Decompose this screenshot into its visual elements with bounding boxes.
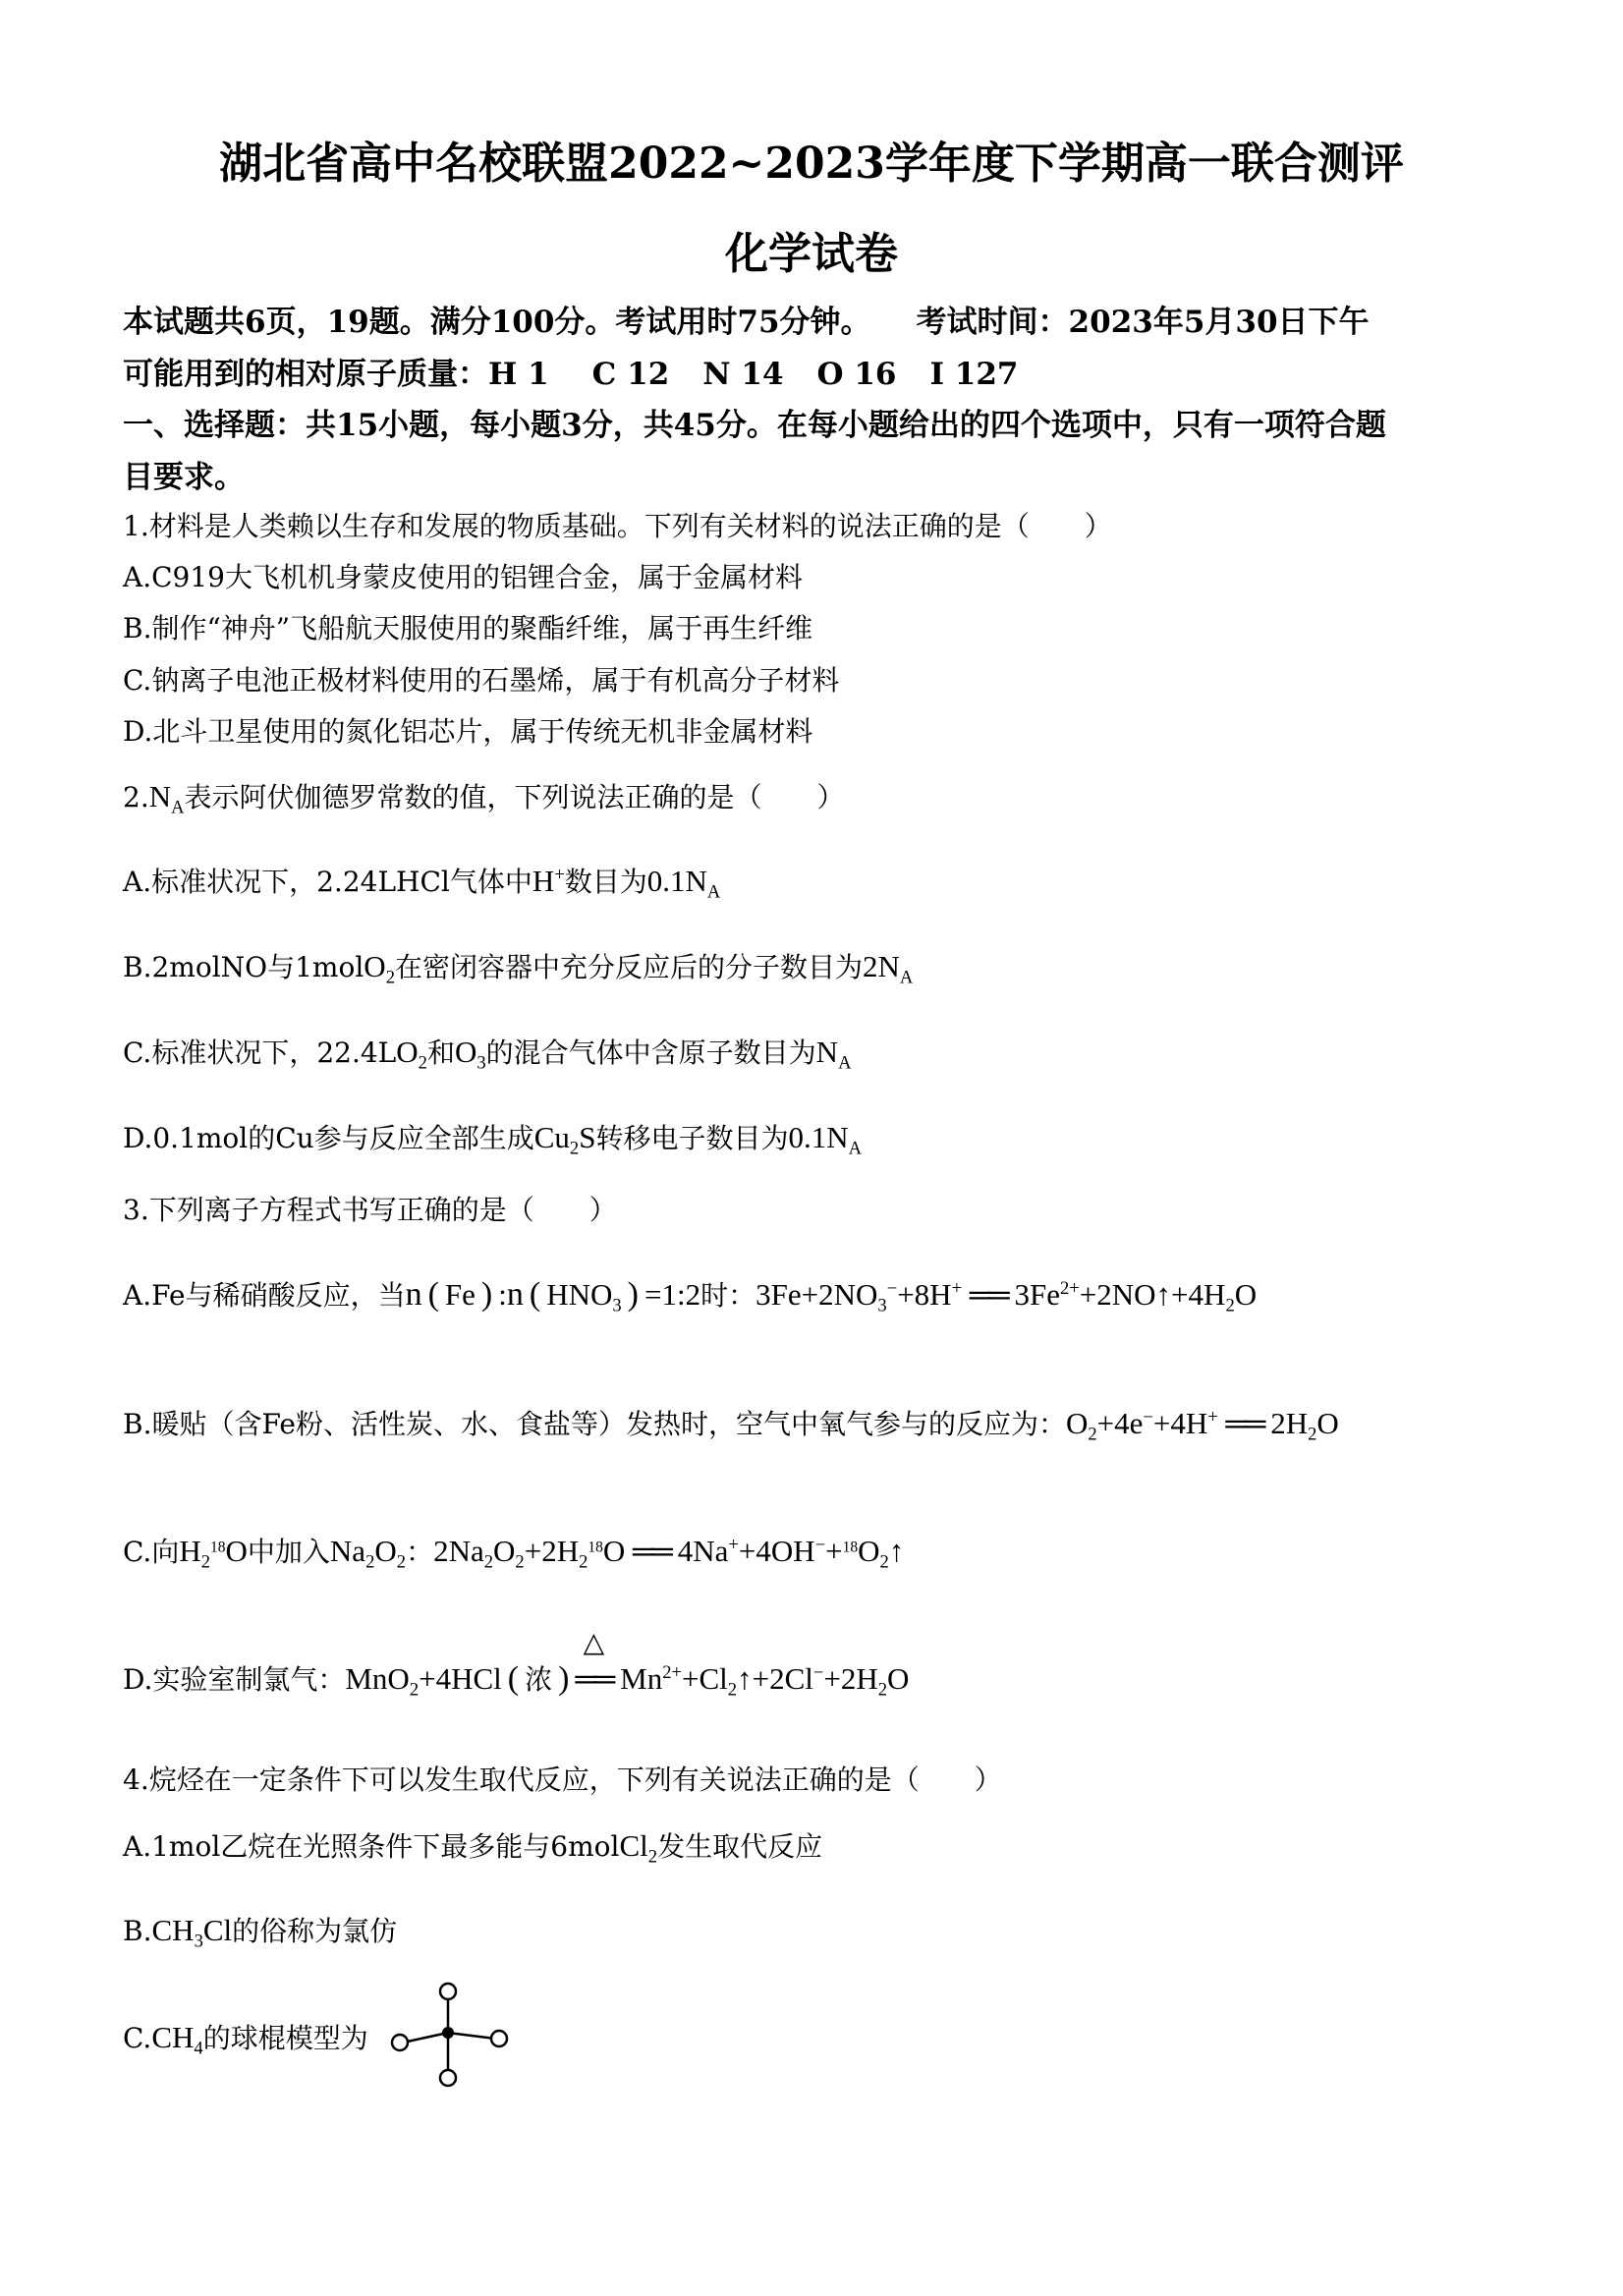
q1-stem: 1.材料是人类赖以生存和发展的物质基础。下列有关材料的说法正确的是（ ） <box>123 510 1112 542</box>
atomic-mass: I 127 <box>929 357 1019 392</box>
q4-option-a-text: A.1mol乙烷在光照条件下最多能与6mol <box>123 1830 620 1863</box>
q4-option-c-text: C. <box>123 2022 152 2054</box>
q2-option-a-mid: 数目为 <box>564 866 647 898</box>
atomic-mass: H 1 <box>488 357 549 392</box>
atomic-masses-line <box>123 349 1019 393</box>
q3-option-c <box>123 1531 905 1573</box>
q3-option-b-text: B.暖贴（含Fe粉、活性炭、水、食盐等）发热时，空气中氧气参与的反应为： <box>123 1408 1066 1440</box>
exam-info-text: 本试题共6页，19题。满分100分。考试用时75分钟。 <box>123 305 871 340</box>
exam-info-line <box>123 297 1370 341</box>
q1-option-c: C.钠离子电池正极材料使用的石墨烯，属于有机高分子材料 <box>123 664 840 697</box>
atomic-mass: C 12 <box>591 357 670 392</box>
q2-option-c-text: C.标准状况下，22.4L <box>123 1036 397 1069</box>
q3-option-c-mid: 中加入 <box>247 1536 330 1568</box>
q3-stem: 3.下列离子方程式书写正确的是（ ） <box>123 1194 617 1226</box>
section-heading-cont: 目要求。 <box>123 460 245 495</box>
q3-option-a <box>123 1274 1257 1314</box>
q4-option-b-post: 的俗称为氯仿 <box>232 1915 398 1947</box>
formula-Cu2S: $Cu_2S$ <box>533 1120 596 1159</box>
q3-option-d-text: D.实验室制氯气： <box>123 1663 346 1696</box>
equation-fe-hno3: $3Fe+2NO_3^-+8H^+$ ══ $3Fe^{2+}+2NO↑+4H_2O$ <box>756 1277 1258 1316</box>
q4-option-c-post: 的球棍模型为 <box>202 2022 368 2054</box>
q3-option-c-colon: ： <box>406 1536 434 1568</box>
q1-option-d: D.北斗卫星使用的氮化铝芯片，属于传统无机非金属材料 <box>123 715 813 748</box>
q2-option-d-text: D.0.1mol的Cu参与反应全部生成 <box>123 1122 534 1154</box>
q3-option-a-text: A.Fe与稀硝酸反应，当 <box>123 1279 406 1312</box>
q1-option-a: A.C919大飞机机身蒙皮使用的铝锂合金，属于金属材料 <box>123 561 803 593</box>
q2-stem <box>123 776 845 818</box>
q3-option-a-when: 时： <box>700 1279 756 1312</box>
heat-symbol: △ <box>583 1628 605 1658</box>
formula-CH4: $CH_4$ <box>151 2020 203 2059</box>
q3-option-b <box>123 1403 1339 1445</box>
page-title: 湖北省高中名校联盟2022~2023学年度下学期高一联合测评 <box>219 139 1404 189</box>
q3-option-c-text: C.向 <box>123 1536 180 1568</box>
formula-NA: $N_A$ <box>148 779 185 818</box>
ch4-ball-stick-model-icon <box>385 1980 523 2098</box>
formula-O2: $O_2$ <box>396 1035 427 1074</box>
q2-option-c-and: 和 <box>426 1036 455 1069</box>
q2-stem-number: 2. <box>123 781 149 813</box>
formula-2NA: $2N_A$ <box>863 949 914 988</box>
exam-time: 考试时间：2023年5月30日下午 <box>916 305 1370 340</box>
q3-option-d <box>123 1628 910 1701</box>
q2-option-a-text: A.标准状况下，2.24LHCl气体中 <box>123 866 532 898</box>
equation-chlorine-prep: MnO$_2$+4HCl ( 浓 ) ══ △ $Mn^{2+}+Cl_2↑+2Cl^-+2H_2O$ <box>345 1628 910 1701</box>
q2-option-b-text: B.2molNO与1mol <box>123 951 364 983</box>
atomic-masses-label: 可能用到的相对原子质量： <box>123 357 488 392</box>
equation-na2o2-water: $2Na_2O_2+2H_2^{18}O$ ══ $4Na^++4OH^-+^{18}O_2↑$ <box>433 1534 905 1573</box>
q2-option-d-mid: 转移电子数目为 <box>595 1122 789 1154</box>
formula-H-plus: H+ <box>532 864 565 898</box>
atomic-mass: O 16 <box>816 357 897 392</box>
q1-option-b: B.制作“神舟”飞船航天服使用的聚酯纤维，属于再生纤维 <box>123 612 813 644</box>
q2-option-c <box>123 1032 852 1074</box>
q2-option-a <box>123 861 721 903</box>
formula-Na2O2: $Na_2O_2$ <box>329 1534 407 1573</box>
atomic-mass: N 14 <box>702 357 784 392</box>
q2-option-c-mid: 的混合气体中含原子数目为 <box>485 1036 816 1069</box>
formula-0.1NA: $0.1N_A$ <box>788 1120 863 1159</box>
equation-o2-reduction: $O_2+4e^-+4H^+$ ══ $2H_2O$ <box>1065 1406 1339 1445</box>
formula-0.1NA: $0.1N_A$ <box>646 864 721 903</box>
q2-option-b-mid: 在密闭容器中充分反应后的分子数目为 <box>394 951 863 983</box>
q4-option-a <box>123 1825 823 1868</box>
q4-option-b <box>123 1910 398 1952</box>
section-heading: 一、选择题：共15小题，每小题3分，共45分。在每小题给出的四个选项中，只有一项符合题 <box>123 408 1386 443</box>
formula-O3: $O_3$ <box>454 1035 486 1074</box>
q4-option-c <box>123 2017 368 2059</box>
formula-NA: $N_A$ <box>815 1035 852 1074</box>
q2-option-b <box>123 946 914 988</box>
q4-option-a-post: 发生取代反应 <box>657 1830 823 1863</box>
q3-ratio-value: =1:2 <box>644 1277 701 1312</box>
formula-ratio: n ( Fe ) :n ( $HNO_3$ ) <box>405 1276 639 1316</box>
q2-option-d <box>123 1117 863 1159</box>
page-subtitle: 化学试卷 <box>725 229 898 279</box>
formula-O2: $O_2$ <box>364 949 395 988</box>
formula-CH3Cl: $CH_3Cl$ <box>151 1913 233 1952</box>
q4-stem: 4.烷烃在一定条件下可以发生取代反应，下列有关说法正确的是（ ） <box>123 1764 1002 1796</box>
q4-option-b-text: B. <box>123 1915 152 1947</box>
formula-H2-18O: $H_2^{18}O$ <box>179 1534 248 1573</box>
q2-stem-text: 表示阿伏伽德罗常数的值，下列说法正确的是（ ） <box>184 781 845 813</box>
formula-Cl2: $Cl_2$ <box>619 1828 658 1868</box>
